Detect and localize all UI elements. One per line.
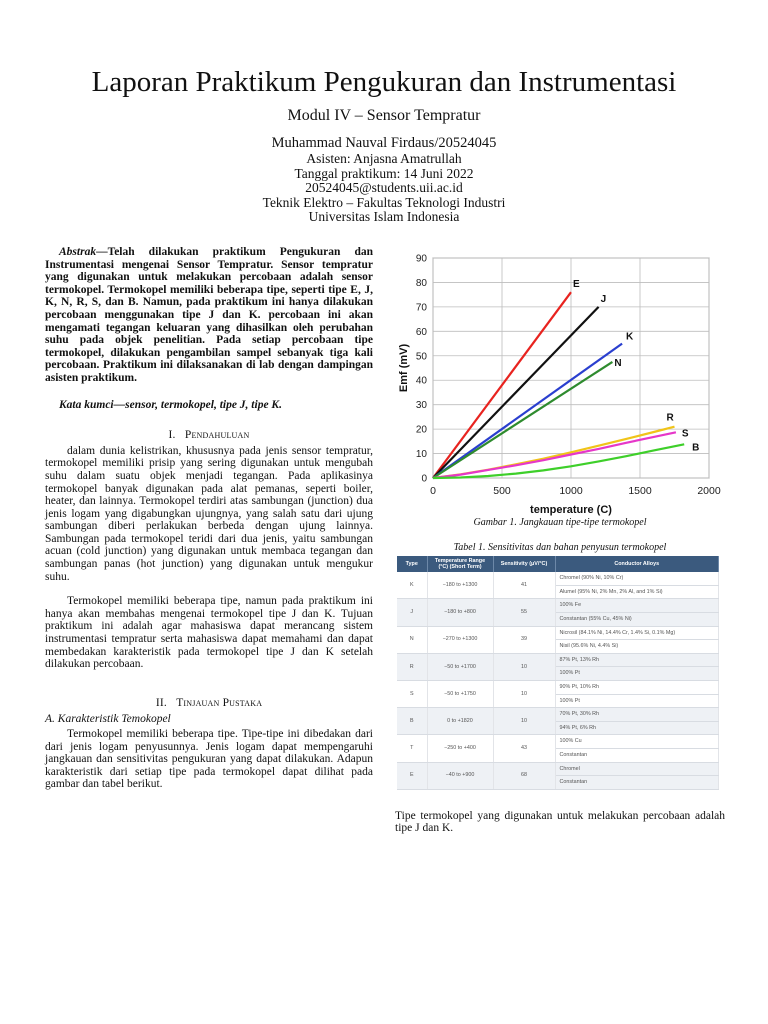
abstract (45, 246, 373, 385)
table-cell-range: −180 to +800 (427, 599, 493, 626)
figure-caption: Gambar 1. Jangkauan tipe-tipe termokopel (473, 517, 647, 528)
author-name: Muhammad Nauval Firdaus/20524045 (271, 135, 497, 151)
table-header-range: Temperature Range (°C) (Short Term) (427, 556, 493, 572)
series-label-e: E (573, 279, 580, 291)
series-label-s: S (681, 428, 689, 440)
table-cell-range: −50 to +1700 (427, 653, 493, 680)
paper-subtitle: Modul IV – Sensor Tempratur (287, 107, 481, 124)
table-cell-sensitivity: 68 (493, 762, 555, 789)
table-caption: Tabel 1. Sensitivitas dan bahan penyusun termokopel (453, 541, 667, 553)
y-tick-label: 10 (415, 449, 427, 461)
table-header-row (397, 556, 719, 572)
table-row (397, 680, 719, 694)
table-cell-type: J (397, 599, 427, 626)
series-label-k: K (626, 331, 634, 343)
x-axis-label: temperature (C) (530, 504, 612, 516)
table-row (397, 708, 719, 722)
y-tick-label: 20 (415, 424, 427, 436)
table-row (397, 762, 719, 776)
table-cell-sensitivity: 10 (493, 680, 555, 707)
series-label-r: R (666, 412, 674, 424)
x-tick-label: 1000 (559, 485, 583, 497)
department-line: Teknik Elektro – Fakultas Teknologi Industri (262, 194, 506, 210)
y-tick-label: 0 (421, 473, 427, 485)
x-tick-label: 0 (430, 485, 436, 497)
x-tick-label: 2000 (697, 485, 721, 497)
table-cell-alloy: 87% Pt, 13% Rh (555, 653, 719, 667)
table-cell-range: 0 to +1820 (427, 708, 493, 735)
assistant-line: Asisten: Anjasna Amatrullah (306, 151, 462, 166)
table-cell-alloy: Constantan (55% Cu, 45% Ni) (555, 612, 719, 626)
table-cell-sensitivity: 10 (493, 708, 555, 735)
university-line: Universitas Islam Indonesia (308, 209, 460, 224)
email-line: 20524045@students.uii.ac.id (305, 180, 463, 195)
table-cell-alloy: Constantan (555, 748, 719, 762)
table-cell-alloy: 70% Pt, 30% Rh (555, 708, 719, 722)
table-cell-sensitivity: 55 (493, 599, 555, 626)
table-cell-type: K (397, 572, 427, 599)
series-label-b: B (692, 442, 700, 454)
table-cell-range: −40 to +900 (427, 762, 493, 789)
table-cell-range: −50 to +1750 (427, 680, 493, 707)
table-cell-type: R (397, 653, 427, 680)
table-cell-alloy: 100% Cu (555, 735, 719, 749)
keywords: Kata kumci—sensor, termokopel, tipe J, tipe K. (59, 398, 282, 411)
series-label-j: J (600, 293, 607, 305)
table-row (397, 626, 719, 640)
y-tick-label: 50 (415, 351, 427, 363)
table-cell-alloy: Nisil (95.6% Ni, 4.4% Si) (555, 640, 719, 654)
author-block (0, 135, 768, 225)
y-tick-label: 70 (415, 302, 427, 314)
table-cell-alloy: Chromel (555, 762, 719, 776)
table-cell-sensitivity: 41 (493, 572, 555, 599)
right-column (395, 246, 725, 835)
table-cell-range: −180 to +1300 (427, 572, 493, 599)
table-cell-alloy: Constantan (555, 776, 719, 790)
section-title-2: Tinjauan Pustaka (176, 696, 263, 709)
table-cell-alloy: Nicrosil (84.1% Ni, 14.4% Cr, 1.4% Si, 0.1% Mg) (555, 626, 719, 640)
thermocouple-table (397, 556, 719, 790)
intro-paragraph-2: Termokopel memiliki beberapa tipe, namun pada praktikum ini hanya akan membahas mengenai termokopel tipe J dan K. Tujuan praktikum ini adalah agar mahasiswa dapat merancang sistem instrumentasi tempratur serta mahasiswa dapat memahami dan dapat membedakan karakteristik pada termokopel tipe J dan K setelah dilakukan percobaan. (45, 595, 373, 671)
series-label-n: N (614, 357, 622, 369)
literature-paragraph: Termokopel memiliki beberapa tipe. Tipe-tipe ini dibedakan dari dari jenis logam penyusunnya. Jenis logam dapat mempengaruhi jangkauan dan sensitivitas pengukuran yang dapat dilakukan. Adapun karakteristik dari setiap tipe pada termokopel dapat dilihat pada gambar dan tabel berikut. (45, 728, 373, 791)
table-header-alloys: Conductor Alloys (555, 556, 719, 572)
table-cell-alloy: 100% Pt (555, 667, 719, 681)
x-tick-label: 1500 (628, 485, 652, 497)
table-cell-alloy: Chromel (90% Ni, 10% Cr) (555, 572, 719, 585)
table-cell-alloy: 94% Pt, 6% Rh (555, 721, 719, 735)
intro-paragraph-1: dalam dunia kelistrikan, khususnya pada jenis sensor tempratur, termokopel memiliki prisip yang sering digunakan untuk mengubah suhu dalam suatu objek menjadi tegangan. Pada aplikasinya termokopel banyak digunakan pada alat pemanas, seperti boiler, heater, dan lainnya. Termokopel terdiri atas sambungan (junction) dua jenis logam yang digabungkan ujungnya, yang salah satu dari ujung sambungan diberi perlakukan berbeda dengan ujung lainnya. Sambungan pada termokopel teridi dari dua jenis, yaitu sambungan acuan (cold junction) yang digunakan untuk membaca tegangan dan sambungan panas (hot junction) yang digunakan untuk mengukur suhu. (45, 444, 373, 583)
table-cell-alloy: 90% Pt, 10% Rh (555, 680, 719, 694)
chart-svg (395, 246, 725, 516)
table-row (397, 735, 719, 749)
section-number-1: I. (168, 429, 176, 442)
table-row (397, 599, 719, 613)
table-cell-alloy: 100% Fe (555, 599, 719, 613)
date-line: Tanggal praktikum: 14 Juni 2022 (294, 165, 474, 181)
right-paragraph: Tipe termokopel yang digunakan untuk melakukan percobaan adalah tipe J dan K. (395, 809, 725, 835)
x-tick-label: 500 (493, 485, 511, 497)
section-title-1: Pendahuluan (184, 429, 250, 442)
table-cell-range: −250 to +400 (427, 735, 493, 762)
y-tick-label: 90 (415, 253, 427, 265)
y-axis-label: Emf (mV) (398, 343, 410, 393)
table-cell-type: T (397, 735, 427, 762)
table-cell-alloy: 100% Pt (555, 694, 719, 708)
section-heading-1 (45, 429, 373, 442)
table-cell-alloy: Alumel (95% Ni, 2% Mn, 2% Al, and 1% Si) (555, 585, 719, 599)
section-heading-2 (45, 697, 373, 710)
table-cell-type: N (397, 626, 427, 653)
y-tick-label: 80 (415, 277, 427, 289)
y-tick-label: 30 (415, 400, 427, 412)
table-header-type: Type (397, 556, 427, 572)
table-row (397, 572, 719, 585)
table-cell-range: −270 to +1300 (427, 626, 493, 653)
table-cell-sensitivity: 39 (493, 626, 555, 653)
table-body (397, 572, 719, 789)
abstract-label: Abstrak (59, 246, 97, 258)
table-cell-type: E (397, 762, 427, 789)
subsection-heading: A. Karakteristik Temokopel (45, 713, 171, 726)
table-header-sensitivity: Sensitivity (μV/°C) (493, 556, 555, 572)
paper-title: Laporan Praktikum Pengukuran dan Instrumentasi (91, 66, 677, 98)
section-number-2: II. (155, 696, 167, 709)
table-cell-sensitivity: 10 (493, 653, 555, 680)
abstract-text: —Telah dilakukan praktikum Pengukuran dan Instrumentasi mengenai Sensor Tempratur. Sensor tempratur yang digunakan untuk melakukan percobaan adalah sensor termokopel. Termokopel memiliki beberapa tipe, seperti tipe E, J, K, N, R, S, dan B. Namun, pada praktikum ini hanya dilakukan percobaan menggunakan tipe J dan K. percobaan ini akan mengamati tegangan keluaran yang dihasilkan oleh perubahan suhu pada objek penelitian. Pada setiap percobaan tipe termokopel, dilakukan pengambilan sampel sebanyak tiga kali percobaan. Praktikum ini dilaksanakan di lab dengan dampingan asisten praktikum. (45, 246, 373, 384)
thermocouple-chart (395, 246, 725, 516)
table-row (397, 653, 719, 667)
table-cell-type: B (397, 708, 427, 735)
y-tick-label: 60 (415, 326, 427, 338)
table-cell-sensitivity: 43 (493, 735, 555, 762)
left-column (45, 246, 373, 791)
y-tick-label: 40 (415, 375, 427, 387)
table-cell-type: S (397, 680, 427, 707)
